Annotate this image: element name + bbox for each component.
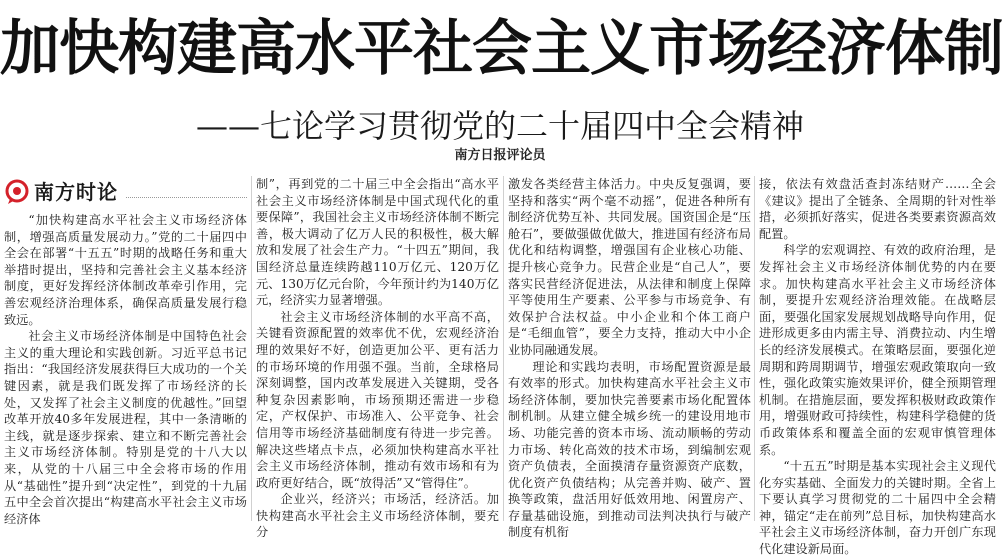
paragraph: 制”，再到党的二十届三中全会指出“高水平社会主义市场经济体制是中国式现代化的重要保障”，我国社会主义市场经济体制不断完善，极大调动了亿万人民的积极性，极大解放和发展了社会生产力。“十四五”期间，我国经济总量连续跨越110万亿元、120万亿元、130万亿元台阶，今年预计约为140万亿元，经济实力显著增强。: [256, 177, 499, 308]
column-divider: [503, 176, 504, 521]
column-brand: [4, 176, 247, 208]
paragraph: 社会主义市场经济体制是中国特色社会主义的重大理论和实践创新。习近平总书记指出：“我国经济发展获得巨大成功的一个关键因素，就是我们既发挥了市场经济的长处，又发挥了社会主义制度的优越性。”回望改革开放40多年发展进程，其中一条清晰的主线，就是逐步探索、建立和不断完善社会主义市场经济体制。特别是党的十八大以来，从党的十八届三中全会将市场的作用从“基础性”提升到“决定性”，到党的十九届五中全会首次提出“构建高水平社会主义市场经济体: [4, 329, 247, 526]
brand-divider: [126, 197, 247, 198]
red-speech-bubble-icon: [4, 179, 30, 205]
column-divider: [754, 176, 755, 521]
byline: 南方日报评论员: [454, 148, 546, 163]
headline: 加快构建高水平社会主义市场经济体制: [0, 14, 1003, 84]
paragraph: “加快构建高水平社会主义市场经济体制，增强高质量发展动力。”党的二十届四中全会在部署“十五五”时期的战略任务和重大举措时提出，坚持和完善社会主义基本经济制度，更好发挥经济体制改革牵引作用，完善宏观经济治理体系，确保高质量发展行稳致远。: [4, 213, 247, 327]
column-brand-name: 南方时论: [34, 179, 118, 204]
paragraph: “十五五”时期是基本实现社会主义现代化夯实基础、全面发力的关键时期。全省上下要认真学习贯彻党的二十届四中全会精神，锚定“走在前列”总目标，加快构建高水平社会主义市场经济体制，奋力开创广东现代化建设新局面。: [759, 459, 996, 557]
paragraph: 科学的宏观调控、有效的政府治理，是发挥社会主义市场经济体制优势的内在要求。加快构建高水平社会主义市场经济体制，要提升宏观经济治理效能。在战略层面，要强化国家发展规划战略导向作用，促进形成更多由内需主导、消费拉动、内生增长的经济发展模式。在策略层面，要强化逆周期和跨周期调节，增强宏观政策取向一致性，强化政策实施效果评价，健全预期管理机制。在措施层面，要发挥积极财政政策作用，增强财政可持续性，构建科学稳健的货币政策体系和覆盖全面的宏观审慎管理体系。: [759, 243, 996, 457]
paragraph: 激发各类经营主体活力。中央反复强调，要坚持和落实“两个毫不动摇”，促进各种所有制经济优势互补、共同发展。国资国企是“压舱石”，要做强做优做大，推进国有经济布局优化和结构调整，增强国有企业核心功能、提升核心竞争力。民营企业是“自己人”，要落实民营经济促进法，从法律和制度上保障平等使用生产要素、公平参与市场竞争、有效保护合法权益。中小企业和个体工商户是“毛细血管”，要全力支持，推动大中小企业协同融通发展。: [508, 177, 751, 357]
paragraph: 接，依法有效盘活查封冻结财产……全会《建议》提出了全链条、全周期的针对性举措，必须抓好落实，促进各类要素资源高效配置。: [759, 177, 996, 241]
subheadline: ——七论学习贯彻党的二十届四中全会精神: [195, 107, 804, 145]
paragraph: 理论和实践均表明，市场配置资源是最有效率的形式。加快构建高水平社会主义市场经济体制，要加快完善要素市场化配置体制机制。从建立健全城乡统一的建设用地市场、功能完善的资本市场、流动顺畅的劳动力市场、转化高效的技术市场，到编制宏观资产负债表，全面摸清存量资源资产底数，优化资产负债结构；从完善并购、破产、置换等政策，盘活用好低效用地、闲置房产、存量基础设施，到推动司法判决执行与破产制度有机衔: [508, 359, 751, 540]
paragraph: 企业兴，经济兴；市场活，经济活。加快构建高水平社会主义市场经济体制，要充分: [256, 492, 499, 540]
column-divider: [251, 176, 252, 521]
article-column-3: [508, 176, 751, 540]
article-column-1: [4, 176, 247, 526]
paragraph: 社会主义市场经济体制的水平高不高，关键看资源配置的效率优不优，宏观经济治理的效果好不好，创造更加公平、更有活力的市场环境的作用强不强。当前，全球格局深刻调整，国内改革发展进入关键期，受各种复杂因素影响，市场预期还需进一步稳定，产权保护、市场准入、公平竞争、社会信用等市场经济基础制度有待进一步完善。解决这些堵点卡点，必须加快构建高水平社会主义市场经济体制，推动有效市场和有为政府更好结合，既“放得活”又“管得住”。: [256, 309, 499, 490]
article-column-2: [256, 176, 499, 540]
article-column-4: [759, 176, 996, 557]
